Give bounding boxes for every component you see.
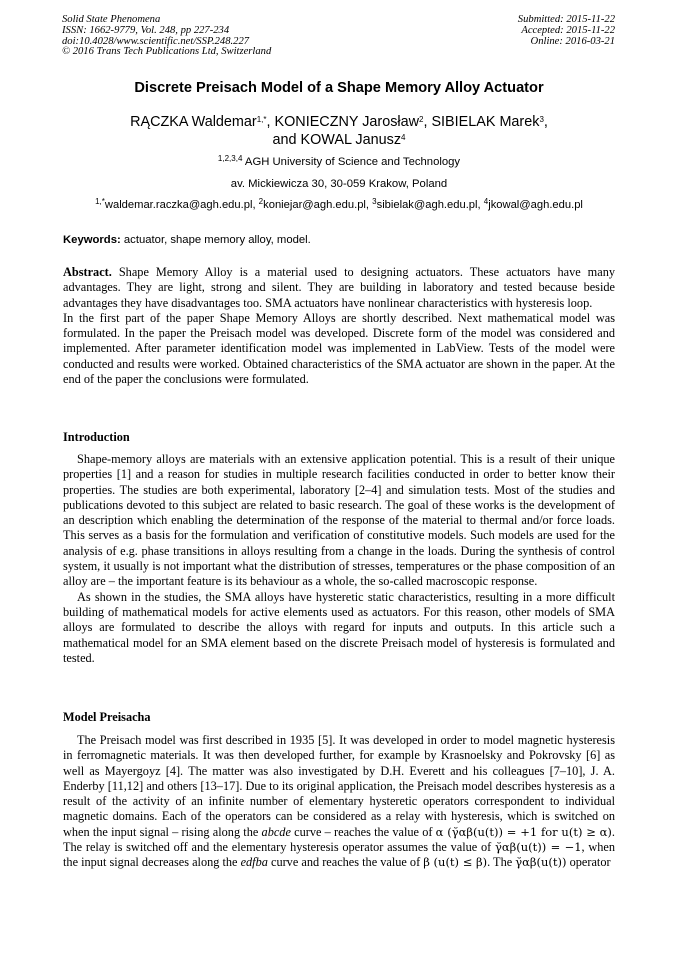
- affiliation-address: av. Mickiewicza 30, 30-059 Krakow, Poland: [230, 178, 448, 190]
- model-text: curve and reaches the value of: [267, 855, 424, 870]
- email-sup: 4: [483, 197, 489, 206]
- journal-header: [62, 15, 271, 58]
- email-list: $^{1,*}$waldemar.raczka@agh.edu.pl, $^2$koniejar@agh.edu.pl, $^3$sibielak@agh.edu.pl, $^4$jkowal@agh.edu.pl: [95, 197, 583, 211]
- affiliation-sup: 1,2,3,4: [217, 154, 243, 163]
- doi-line: doi:10.4028/www.scientific.net/SSP.248.227: [62, 35, 250, 47]
- email-sup: 3: [372, 197, 377, 206]
- keywords-text: actuator, shape memory alloy, model.: [120, 234, 311, 246]
- dates-header: [518, 15, 615, 47]
- introduction-section: [63, 452, 615, 666]
- affiliation-name: AGH University of Science and Technology: [244, 156, 461, 168]
- math-expression: β (u(t) ≤ β): [423, 855, 488, 870]
- abstract-text-1: Shape Memory Alloy is a material used to designing actuators. These actuators have many advantages. They are light, strong and silent. They are building in laboratory and tested because beside advantages they have disadvantages too. SMA actuators have nonlinear characteristics with hysteresis loop.: [63, 265, 615, 310]
- model-text: operator: [566, 855, 611, 870]
- affiliation: [0, 156, 678, 168]
- author-name: KOWAL Janusz: [300, 132, 402, 148]
- issn-line: ISSN: 1662-9779, Vol. 248, pp 227-234: [62, 24, 230, 36]
- author-list: RĄCZKA Waldemar$^{1,*}$, KONIECZNY Jarosław$^2$, SIBIELAK Marek$^3$, and KOWAL Janusz$^4$: [130, 114, 548, 148]
- email-link[interactable]: koniejar@agh.edu.pl: [263, 199, 366, 211]
- author-sup: 4: [401, 133, 406, 142]
- author-name: SIBIELAK Marek: [431, 114, 540, 130]
- math-expression: α (γ̆αβ(u(t)) = +1 for u(t) ≥ α): [435, 824, 612, 839]
- abstract-paragraph-2: In the first part of the paper Shape Memory Alloys are shortly described. Next mathematical model was formulated. In the paper the Preisach model was developed. Discrete form of the model was considered and implemented. After parameter identification model was implemented in LabView. Tests of the model were conducted and results were worked. Obtained characteristics of the SMA actuator are shown in the paper. At the end of the paper the conclusions were formulated.: [63, 310, 615, 387]
- email-sup: 2: [258, 197, 264, 206]
- abstract: [63, 265, 615, 387]
- curve-label: abcde: [261, 824, 291, 839]
- author-sup: 2: [419, 115, 424, 124]
- math-expression: γ̆αβ(u(t)): [515, 855, 567, 870]
- author-sup: 3: [539, 115, 544, 124]
- curve-label: edfba: [240, 855, 268, 870]
- model-text: . The relay is switched off and the elementary hysteresis operator assumes the value of: [63, 824, 615, 855]
- online-date: Online: 2016-03-21: [530, 35, 615, 47]
- copyright-line: © 2016 Trans Tech Publications Ltd, Switzerland: [62, 46, 272, 58]
- paper-title: Discrete Preisach Model of a Shape Memory Alloy Actuator: [134, 80, 544, 96]
- author-sup: 1,*: [256, 115, 267, 124]
- model-text: . The: [487, 855, 516, 870]
- author-name: RĄCZKA Waldemar: [130, 114, 257, 130]
- email-link[interactable]: waldemar.raczka@agh.edu.pl: [104, 199, 253, 211]
- author-prefix: and: [272, 132, 301, 148]
- intro-paragraph-1: Shape-memory alloys are materials with an extensive application potential. This is a result of their unique properties [1] and a reason for studies in multiple research facilities conducted in order to better know their properties. The studies are both experimental, laboratory [2–4] and simulation tests. Most of the studies and publications devoted to this subject are related to basic research. The goal of these works is the development of an description which enabling the determination of the response of the material to thermal and/or force loads. This serves as a basis for the formulation and verification of constitutive models. Such models are used for the analysis of e.g. phase transitions in alloys resulting from a change in the loads. During the synthesis of control system, it usually is not important what the distribution of stresses, temperatures or the phase composition of an alloy are – the important feature is its behaviour as a whole, the so-called macroscopic response.: [63, 452, 615, 589]
- keywords-label: Keywords:: [63, 234, 121, 246]
- abstract-paragraph-1: [63, 265, 615, 311]
- accepted-date: Accepted: 2015-11-22: [521, 24, 615, 36]
- submitted-date: Submitted: 2015-11-22: [517, 14, 615, 25]
- intro-paragraph-2: As shown in the studies, the SMA alloys have hysteretic static characteristics, resulting in a more difficult building of mathematical models for active elements used as actuators. For this reason, other models of SMA alloys are formulated to describe the alloys with regard for inputs and outputs. In this article such a mathematical model for an SMA element based on the discrete Preisach model of hysteresis is formulated and tested.: [63, 589, 615, 665]
- email-sup: 1,*: [95, 197, 105, 206]
- math-expression: γ̆αβ(u(t)) = −1: [495, 840, 582, 855]
- journal-name: Solid State Phenomena: [62, 14, 161, 25]
- section-heading-model-preisacha: Model Preisacha: [63, 710, 151, 724]
- abstract-label: Abstract.: [63, 265, 112, 279]
- section-heading-introduction: Introduction: [63, 430, 130, 444]
- keywords: [63, 234, 311, 246]
- email-link[interactable]: sibielak@agh.edu.pl: [376, 199, 478, 211]
- author-name: KONIECZNY Jarosław: [274, 114, 419, 130]
- model-preisacha-section: [63, 733, 615, 871]
- model-paragraph-1: [63, 733, 615, 871]
- email-link[interactable]: jkowal@agh.edu.pl: [488, 199, 583, 211]
- model-text: , when the input signal decreases along the: [63, 840, 615, 870]
- model-text: curve – reaches the value of: [290, 824, 436, 839]
- model-text: The Preisach model was first described in 1935 [5]. It was developed in order to model magnetic hysteresis in ferromagnetic materials. It was then developed further, for example by Krasnoelsky and Pokrovsky [6] as well as Mayergoyz [4]. The matter was also investigated by D.H. Everett and his colleagues [7–10], J. A. Enderby [11,12] and others [13–17]. Due to its original application, the Preisach model describes hysteresis as a result of the activity of an infinite number of elementary hysteretic operators correspondent to individual magnetic domains. Each of the operators can be considered as a relay with hysteresis, which is switched on when the input signal – rising along the: [63, 733, 615, 839]
